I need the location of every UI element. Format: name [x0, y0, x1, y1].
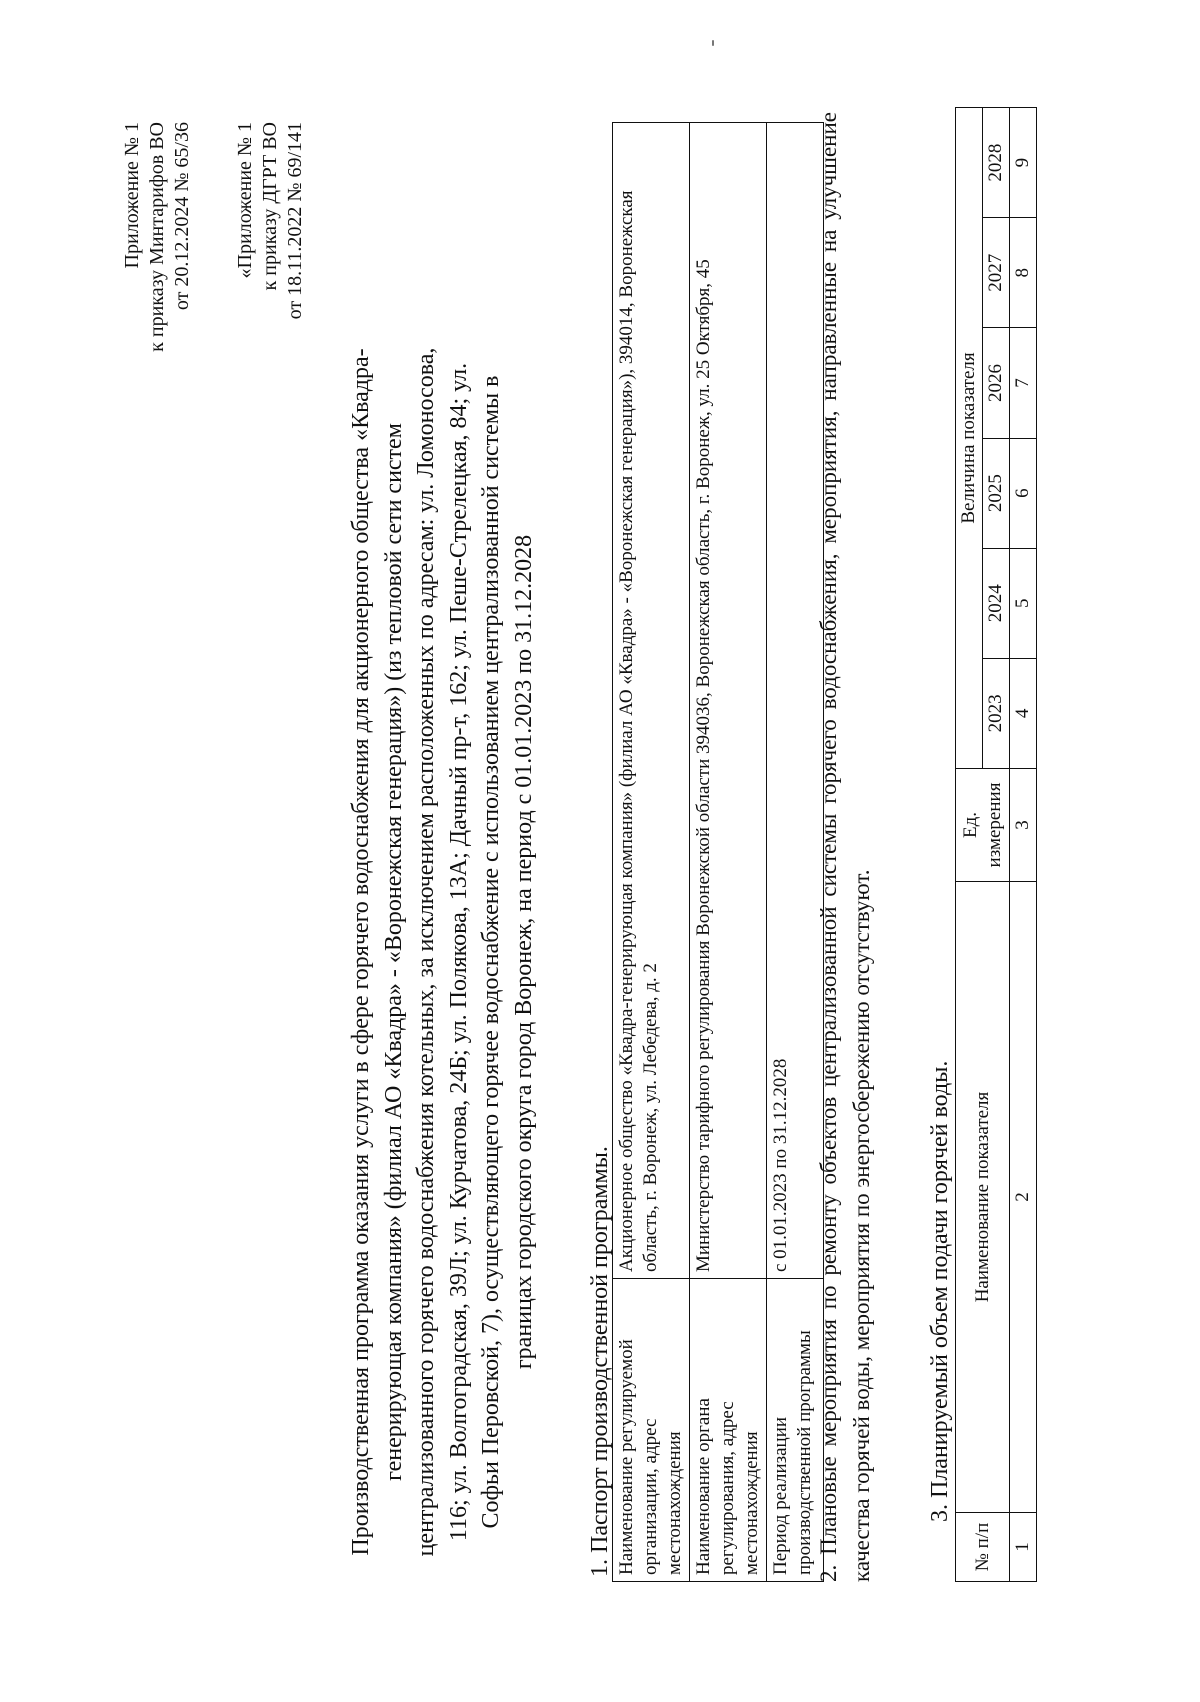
col-header-year: 2024 [983, 548, 1010, 658]
section-3-heading: 3. Планируемый объем подачи горячей воды. [927, 1060, 953, 1522]
col-number: 7 [1010, 328, 1037, 438]
col-number: 2 [1010, 882, 1037, 1513]
col-header-number: № п/п [956, 1513, 1010, 1582]
table-row [690, 123, 767, 1582]
header-line: Приложение № 1 [121, 122, 143, 269]
table-cell-label: Период реализации производственной программы [767, 1279, 824, 1582]
col-header-year: 2026 [983, 328, 1010, 438]
col-header-year: 2023 [983, 658, 1010, 768]
table-cell-label: Наименование органа регулирования, адрес местонахождения [690, 1279, 767, 1582]
col-number: 9 [1010, 108, 1037, 218]
col-number: 6 [1010, 438, 1037, 548]
header-line: к приказу ДГРТ ВО [259, 122, 281, 291]
section-1-heading: 1. Паспорт производственной программы. [587, 1146, 613, 1577]
table-row [613, 123, 690, 1582]
header-line: от 18.11.2022 № 69/141 [284, 122, 306, 320]
header-line: к приказу Минтарифов ВО [146, 122, 168, 352]
appendix-header-current [120, 122, 195, 622]
table-cell-value: Министерство тарифного регулирования Воронежской области 394036, Воронежская область, г. Воронеж, ул. 25 Октября, 45 [690, 123, 767, 1279]
volume-table [955, 107, 1037, 1582]
col-header-year: 2027 [983, 218, 1010, 328]
col-header-year: 2028 [983, 108, 1010, 218]
table-cell-label: Наименование регулируемой организации, адрес местонахождения [613, 1279, 690, 1582]
table-cell-value: Акционерное общество «Квадра-генерирующая компания» (филиал АО «Квадра» - «Воронежская генерация»), 394014, Воронежская область, г. Воронеж, ул. Лебедева, д. 2 [613, 123, 690, 1279]
col-number: 8 [1010, 218, 1037, 328]
col-number: 1 [1010, 1513, 1037, 1582]
passport-table [612, 122, 824, 1582]
document-title: Производственная программа оказания услуги в сфере горячего водоснабжения для акционерного общества «Квадра-генерирующая компания» (филиал АО «Квадра» - «Воронежская генерация») (из тепловой сети систем централизованного горячего водоснабжения котельных, за исключением расположенных по адресам: ул. Ломоносова, 116; ул. Волгоградская, 39Л; ул. Курчатова, 24Б; ул. Полякова, 13А; Дачный пр-т, 162; ул. Пеше-Стрелецкая, 84; ул. Софьи Перовской, 7), осуществляющего горячее водоснабжение с использованием централизованной системы в границах городского округа город Воронеж, на период с 01.01.2023 по 31.12.2028 [348, 347, 537, 1557]
scan-speck [712, 40, 714, 46]
table-row [1010, 108, 1037, 1582]
col-header-values: Величина показателя [956, 108, 983, 769]
header-line: «Приложение № 1 [234, 122, 256, 279]
appendix-header-previous [233, 122, 308, 622]
table-header-row [956, 108, 983, 1582]
col-number: 5 [1010, 548, 1037, 658]
col-header-unit: Ед. измерения [956, 769, 1010, 882]
col-number: 3 [1010, 769, 1037, 882]
table-cell-value: с 01.01.2023 по 31.12.2028 [767, 123, 824, 1279]
section-2-text: 2. Плановые мероприятия по ремонту объектов централизованной системы горячего водоснабжения, мероприятия, направленные на улучшение качества горячей воды, мероприятия по энергосбережению отсутствуют. [816, 112, 874, 1582]
col-number: 4 [1010, 658, 1037, 768]
col-header-year: 2025 [983, 438, 1010, 548]
header-line: от 20.12.2024 № 65/36 [171, 122, 193, 311]
col-header-name: Наименование показателя [956, 882, 1010, 1513]
